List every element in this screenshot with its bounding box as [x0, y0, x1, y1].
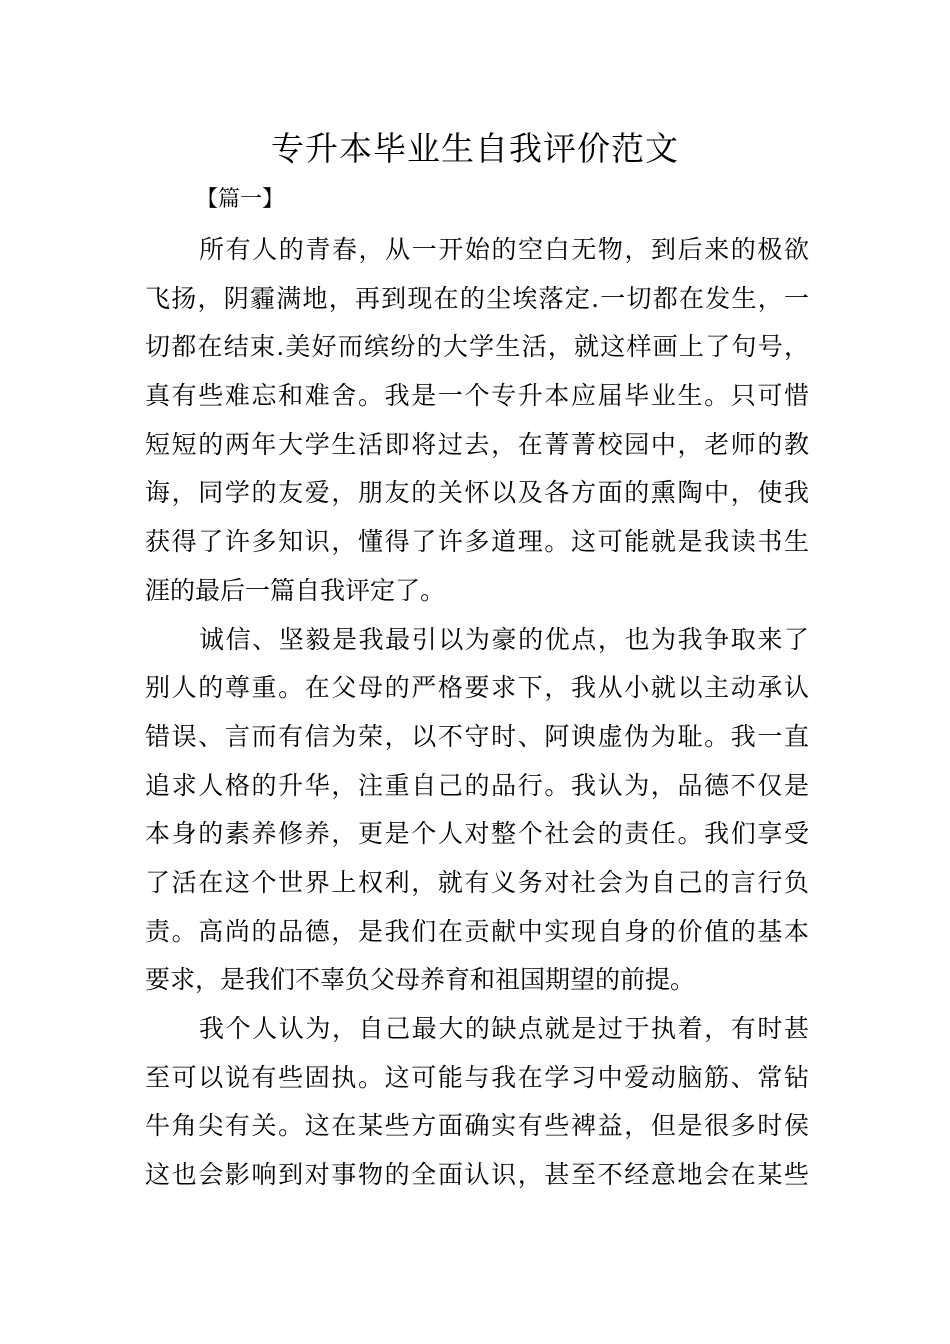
document-title: 专升本毕业生自我评价范文 — [271, 129, 679, 168]
text-line: 获得了许多知识，懂得了许多道理。这可能就是我读书生 — [145, 527, 809, 557]
paragraph-1 — [145, 226, 809, 616]
text-line: 牛角尖有关。这在某些方面确实有些裨益，但是很多时侯 — [145, 1111, 809, 1141]
text-line: 至可以说有些固执。这可能与我在学习中爱动脑筋、常钻 — [145, 1062, 809, 1092]
text-line: 错误、言而有信为荣，以不守时、阿谀虚伪为耻。我一直 — [145, 721, 809, 751]
paragraph-2 — [145, 616, 809, 1006]
text-line: 短短的两年大学生活即将过去，在菁菁校园中，老师的教 — [145, 429, 809, 459]
text-line: 我个人认为，自己最大的缺点就是过于执着，有时甚 — [199, 1014, 809, 1043]
document-body — [145, 226, 809, 1200]
text-line: 飞扬，阴霾满地，再到现在的尘埃落定.一切都在发生，一 — [145, 283, 809, 313]
text-line: 追求人格的升华，注重自己的品行。我认为，品德不仅是 — [145, 770, 809, 800]
text-line: 本身的素养修养，更是个人对整个社会的责任。我们享受 — [145, 819, 809, 849]
text-line: 诲，同学的友爱，朋友的关怀以及各方面的熏陶中，使我 — [145, 478, 809, 508]
text-line: 责。高尚的品德，是我们在贡献中实现自身的价值的基本 — [145, 916, 809, 946]
text-line: 这也会影响到对事物的全面认识，甚至不经意地会在某些 — [145, 1160, 809, 1190]
text-line: 要求，是我们不辜负父母养育和祖国期望的前提。 — [145, 965, 696, 995]
text-line: 真有些难忘和难舍。我是一个专升本应届毕业生。只可惜 — [145, 381, 809, 411]
text-line: 涯的最后一篇自我评定了。 — [145, 575, 446, 605]
text-line: 诚信、坚毅是我最引以为豪的优点，也为我争取来了 — [199, 624, 809, 654]
section-label: 【篇一】 — [196, 187, 285, 212]
text-line: 别人的尊重。在父母的严格要求下，我从小就以主动承认 — [145, 673, 809, 703]
text-line: 了活在这个世界上权利，就有义务对社会为自己的言行负 — [145, 867, 809, 897]
paragraph-3 — [145, 1005, 809, 1200]
text-line: 切都在结束.美好而缤纷的大学生活，就这样画上了句号， — [145, 332, 809, 362]
text-line: 所有人的青春，从一开始的空白无物，到后来的极欲 — [199, 235, 809, 264]
